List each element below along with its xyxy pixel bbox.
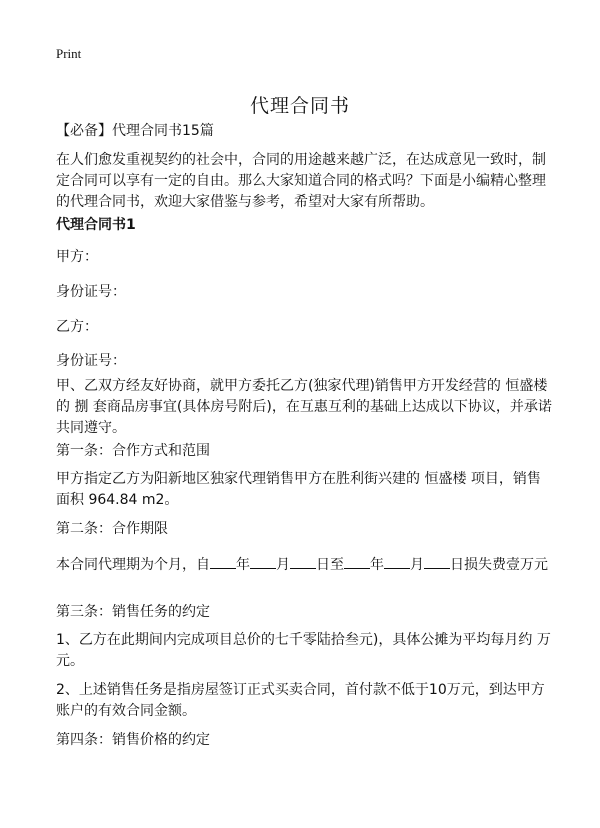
print-label: Print xyxy=(56,46,82,61)
end-day-blank xyxy=(424,554,450,569)
party-a-field: 甲方： xyxy=(56,249,98,265)
article-3-heading: 第三条：销售任务的约定 xyxy=(56,604,210,620)
term-end-month-label: 月 xyxy=(410,557,424,573)
party-a-id-field: 身份证号： xyxy=(56,284,126,300)
term-day-to-label: 日至 xyxy=(316,557,344,573)
article-3-item-1: 1、乙方在此期间内完成项目总价的七千零陆拾叁元)，具体公摊为平均每月约 万元。 xyxy=(56,632,551,669)
term-month-label: 月 xyxy=(276,557,290,573)
term-year-label: 年 xyxy=(236,557,250,573)
article-4-heading: 第四条：销售价格的约定 xyxy=(56,732,210,748)
intro-paragraph: 在人们愈发重视契约的社会中，合同的用途越来越广泛，在达成意见一致时，制定合同可以享有一定的自由。那么大家知道合同的格式吗？下面是小编精心整理的代理合同书，欢迎大家借鉴与参考，希望对大家有所帮助。 xyxy=(56,152,546,210)
article-3-item-2: 2、上述销售任务是指房屋签订正式买卖合同，首付款不低于10万元，到达甲方账户的有效合同金额。 xyxy=(56,682,545,719)
term-text-end: 日损失费壹万元 xyxy=(450,557,548,573)
article-2-text xyxy=(56,554,552,576)
start-year-blank xyxy=(210,554,236,569)
term-end-year-label: 年 xyxy=(370,557,384,573)
term-text-start: 本合同代理期为个月，自 xyxy=(56,557,210,573)
start-day-blank xyxy=(290,554,316,569)
party-b-field: 乙方： xyxy=(56,319,98,335)
article-2-heading: 第二条：合作期限 xyxy=(56,521,168,537)
article-1-text: 甲方指定乙方为阳新地区独家代理销售甲方在胜利街兴建的 恒盛楼 项目，销售面积 964.84 m2。 xyxy=(56,471,541,508)
document-subtitle: 【必备】代理合同书15篇 xyxy=(56,123,214,139)
end-year-blank xyxy=(344,554,370,569)
article-1-heading: 第一条：合作方式和范围 xyxy=(56,443,210,459)
party-b-id-field: 身份证号： xyxy=(56,353,126,369)
start-month-blank xyxy=(250,554,276,569)
end-month-blank xyxy=(384,554,410,569)
section-heading: 代理合同书1 xyxy=(56,217,136,233)
agreement-intro-paragraph: 甲、乙双方经友好协商，就甲方委托乙方(独家代理)销售甲方开发经营的 恒盛楼 的 捌 套商品房事宜(具体房号附后)，在互惠互利的基础上达成以下协议，并承诺共同遵守。 xyxy=(56,378,552,436)
document-title: 代理合同书 xyxy=(249,94,350,117)
